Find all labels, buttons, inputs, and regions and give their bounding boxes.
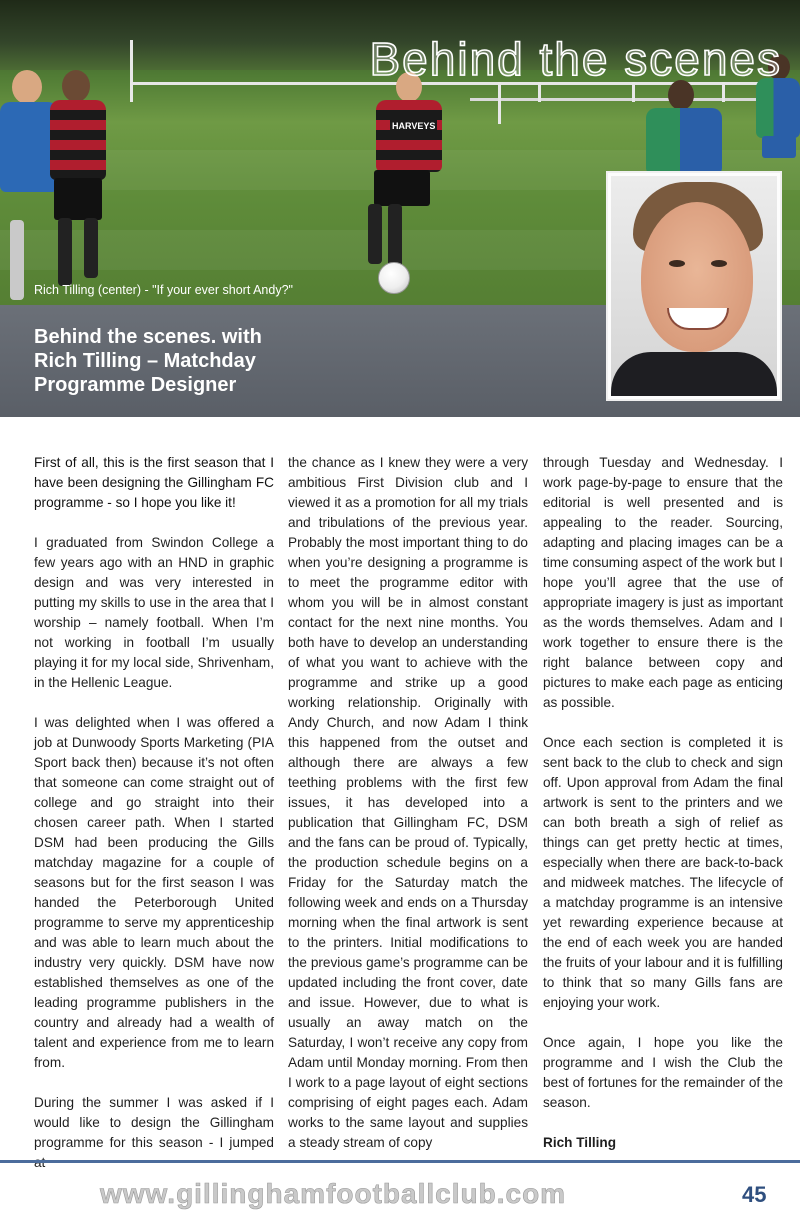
player-red-black-left [44, 70, 124, 290]
article-column-3 [543, 453, 783, 1173]
article-column-1 [34, 453, 274, 1193]
portrait-image [611, 176, 777, 396]
section-title: Behind the scenes [369, 33, 782, 85]
article-paragraph: Once each section is completed it is sent back to the club to check and sign off. Upon approval from Adam the final artwork is sent to the printers and we can both breath a sigh of relief as things can get pretty hectic at times, especially when there are back-to-back and midweek matches. The lifecycle of a matchday programme is an intensive yet rewarding experience because at the end of each week you are handed the fruits of your labour and it is fulfilling to think that so many Gills fans are enjoying your work. [543, 735, 783, 1010]
portrait-eye [711, 260, 727, 267]
player-shirt [756, 78, 800, 138]
football [378, 262, 410, 294]
player-shirt [50, 100, 106, 180]
player-shorts [762, 136, 796, 158]
article-column-2 [288, 453, 528, 1173]
portrait-photo [608, 173, 780, 399]
article-paragraph: Once again, I hope you like the programme and I wish the Club the best of fortunes for the remainder of the season. [543, 1035, 783, 1110]
player-shorts [374, 170, 430, 206]
article-signature: Rich Tilling [543, 1135, 617, 1150]
article-paragraph: During the summer I was asked if I would like to design the Gillingham programme for this season - I jumped [34, 1095, 274, 1150]
footer-rule [0, 1160, 800, 1163]
page-number: 45 [742, 1182, 767, 1207]
player-green-right [646, 80, 726, 175]
player-leg [58, 218, 72, 286]
player-shorts [54, 178, 102, 220]
article-paragraph: I was delighted when I was offered a job at Dunwoody Sports Marketing (PIA Sport back then) because it’s not often that someone can come straight out of college and go straight into their chosen career path. When I started DSM had been producing the Gills matchday magazine for a couple of seasons but for the first season I was handed the Peterborough United programme to serve my apprenticeship and was able to learn much about the industry very quickly. DSM have now established themselves as one of the leading programme publishers in the country and already had a wealth of talent and experience from me to learn from. [34, 715, 274, 1070]
player-leg [10, 220, 24, 300]
player-center [356, 72, 456, 287]
portrait-eye [669, 260, 685, 267]
article-paragraph: the chance as I knew they were a very ambitious First Division club and I viewed it as a promotion for all my trials and tribulations of the previous year. Probably the most important thing to do when you’re designing a programme is to meet the programme editor with whom you will be in almost constant contact for the next nine months. You both have to develop an understanding of what you want to achieve with the programme and strike up a good working relationship. Originally with Andy Church, and now Adam I think this happened from the outset and although there are always a few teething problems with the first few issues, it has developed into a publication that Gillingham FC, DSM and the fans can be proud of. Typically, the production schedule begins on a Friday for the Saturday match the following week and ends on a Thursday morning when the final artwork is sent to the printers. Initial modifications to the previous game’s programme can be updated including the front cover, date and issue. However, due to what is usually an away match on the Saturday, I won’t receive any copy from Adam until Monday morning. From then I work to a page layout of eight sections comprising of eight pages each. Adam works to the same layout and supplies a steady stream of copy [288, 455, 528, 1150]
player-head [12, 70, 42, 104]
goal-post [130, 40, 133, 102]
fence-post [498, 82, 501, 124]
photo-caption: Rich Tilling (center) - "If your ever short Andy?" [34, 283, 293, 297]
portrait-shirt [611, 352, 777, 396]
article-paragraph: through Tuesday and Wednesday. I work page-by-page to ensure that the editorial is well presented and is appealing to the reader. Sourcing, adapting and placing images can be a time consuming aspect of the work but I hope you’ll agree that the use of appropriate imagery is just as important as the words themselves. Adam and I work together to ensure there is the right balance between copy and pictures to make each page as enticing as possible. [543, 455, 783, 710]
player-leg [84, 218, 98, 278]
article-paragraph: I graduated from Swindon College a few years ago with an HND in graphic design and was very interested in putting my skills to use in the area that I worship – namely football. When I’m not working in football I’m usually playing it for my local side, Shrivenham, in the Hellenic League. [34, 535, 274, 690]
player-leg [368, 204, 382, 264]
article-headline: Behind the scenes. with Rich Tilling – Matchday Programme Designer [34, 326, 262, 396]
article-intro: First of all, this is the first season that I have been designing the Gillingham FC programme - so I hope you like it! [34, 455, 274, 510]
player-head [62, 70, 90, 102]
club-website-url: www.gillinghamfootballclub.com [100, 1178, 567, 1209]
player-shirt [646, 108, 722, 174]
shirt-sponsor: HARVEYS [392, 121, 436, 131]
player-shirt [376, 100, 442, 172]
